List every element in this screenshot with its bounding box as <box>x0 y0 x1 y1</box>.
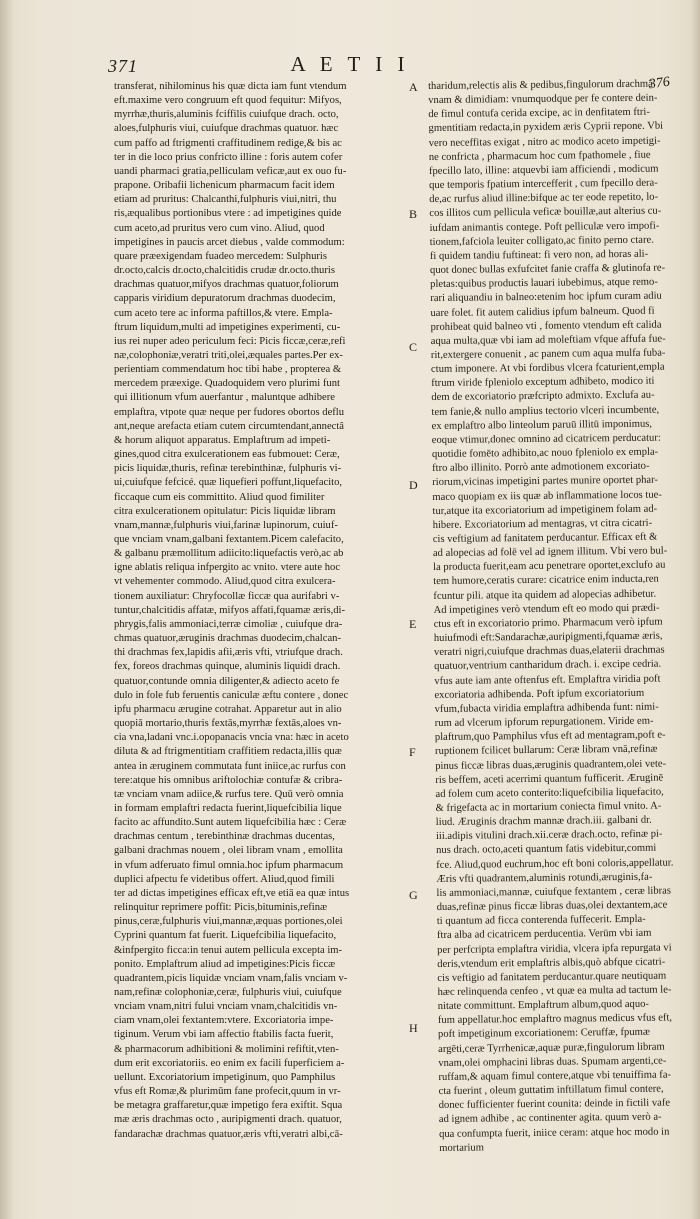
text-line: tionem auxiliatur: Chryfocollæ ficcæ qua aurifabri v- <box>114 590 340 602</box>
margin-letter-g: G <box>409 888 418 902</box>
text-line: ad ignem adhibe , ac continenter agita. quum verò a- <box>438 1112 662 1126</box>
text-line: be metagra graffaretur,quæ impetigo fera exiftit. Squa <box>114 1100 343 1112</box>
text-line: excoriatoria adhibenda. Poft ipfum excoriatorium <box>434 687 645 701</box>
text-line: nam,refinæ colophoniæ,ceræ, fulphuris viui, cuiufque <box>114 987 342 998</box>
text-line: donec fufficienter fuerint counita: deinde in fictili vafe <box>438 1097 671 1112</box>
text-line: fpecillo lato, illine: atquevbi iam afficiendi , modicum <box>428 163 659 177</box>
margin-letter-c: C <box>409 340 418 354</box>
text-line: fandarachæ drachmas quatuor,æris vfti,veratri albi,cā- <box>114 1128 343 1140</box>
margin-letter-e: E <box>409 617 417 631</box>
text-line: etiam ad pruritus: Chalcanthi,fulphuris viui,nitri, thu <box>114 194 337 206</box>
text-line: picis liquidæ,thuris, refinæ terebinthinæ, fulphuris vi- <box>114 463 342 475</box>
text-line: ex emplaftro albo linteolum paruū illitū imponimus, <box>431 418 653 432</box>
text-line: dem de excoriatorio præfcripto admixto. Exclufa au- <box>431 390 655 404</box>
text-line: que vnciam vnam,galbani fextantem.Picem calefacito, <box>114 534 344 545</box>
text-line: tionem,fafciola leuiter colligato,ac finito perno ctare. <box>429 234 654 248</box>
text-line: in formam emplaftri redacta fuerint,liquefcibilia lique <box>114 802 342 814</box>
text-line: quotidie fomēto adhibito,ac nouo fpleniolo ex empla- <box>431 446 659 461</box>
text-line: cis veftigium ad fanitatem perducantur. Efficax eft & <box>432 531 658 545</box>
text-line: de fimul contufa cerida excipe, ac in denfitatem ftri- <box>428 106 650 121</box>
text-line: mæ æris drachmas octo , auripigmenti drach. quatuor, <box>114 1114 342 1126</box>
text-line: prapone. Oribafii lichenicum pharmacum facit idem <box>114 180 335 192</box>
text-line: ad folem cum aceto conterito:liquefcibilia liquefacito, <box>435 786 664 800</box>
text-line: que temporis fpatium intercefferit , cum fpecillo dera- <box>429 177 658 192</box>
text-line: qua confumpta fuerit, iniice ceram: atque hoc modo in <box>438 1126 670 1140</box>
text-line: nitate committunt. Emplaftrum album,quod aquo- <box>437 998 649 1013</box>
text-line: rit,extergere conuenit , ac panem cum aqua mulfa fuba- <box>430 347 666 361</box>
text-line: capparis viridium depuratorum drachmas duodecim, <box>114 293 336 305</box>
text-line: & galbanu præmollitum adiicito:liquefactis verò,ac ab <box>114 548 344 560</box>
text-line: quatuor,contunde omnia diligenter,& adiecto aceto fe <box>114 675 340 687</box>
text-line: hibere. Excoriatorium ad mentagras, vt citra cicatri- <box>432 517 653 531</box>
text-line: cum paffo ad ftrigmenti craffitudinem redige,& bis ac <box>114 137 342 149</box>
text-line: argēti,ceræ Tyrrhenicæ,aquæ puræ,fingulorum libram <box>438 1041 665 1055</box>
text-line: quot donec bullas exfufcitet fanie craffa & glutinofa re- <box>429 262 666 277</box>
text-line: per perfcripta emplaftra viridia, vlcera ipfa repurgata vi <box>437 942 672 956</box>
text-line: diluta & ad ftrigmentitiam craffitiem redacta,illis quæ <box>114 746 342 758</box>
text-line: Cyprini quantum fat fuerit. Liquefcibilia liquefacito, <box>114 930 337 942</box>
text-line: vnam & dimidiam: vnumquodque per fe contere dein- <box>428 92 658 107</box>
text-line: tæ vnciam vnam adiice,& rurfus tere. Quū verò omnia <box>114 788 344 800</box>
text-line: mortarium <box>439 1142 484 1154</box>
text-line: veratri nigri,cuiufque drachmas duas,elaterii drachmas <box>433 644 665 659</box>
text-line: poft impetiginum excoriationem: Ceruffæ, fpumæ <box>437 1027 650 1041</box>
text-line: cum aceto,ad pruritus vero cum vino. Aliud, quod <box>114 222 325 234</box>
text-line: maco quopiam ex iis quæ ab inflammatione locos tue- <box>432 489 662 503</box>
text-line: vnciam vnam,nitri fului vnciam vnam,chalcitidis vn- <box>114 1001 338 1013</box>
text-line: ant,neque arefacta etiam cutem circumtendant,annectâ <box>114 420 344 432</box>
text-line: ius rei nuper adeo periculum feci: Picis ficcæ,ceræ,refi <box>114 335 346 347</box>
text-line: &infpergito ficca:in tenui autem pellicula excepta im- <box>114 944 343 956</box>
text-line: ponito. Emplaftrum aliud ad impetigines:Picis ficcæ <box>114 958 336 970</box>
text-line: ftro albo illinito. Porrò ante admotionem excoriato- <box>432 460 650 475</box>
text-line: phrygis,falis ammoniaci,terræ cimoliæ , cuiufque dra- <box>114 618 343 630</box>
text-line: uandi pharmaci gratia,pelliculam veficæ,aut ex ouo fu- <box>114 165 347 177</box>
text-line: lis ammoniaci,mannæ, cuiufque fextantem , ceræ libras <box>436 885 672 899</box>
text-line: drachmas centum , terebinthinæ drachmas ducentas, <box>114 831 335 843</box>
text-line: tuntur,chalcitidis affatæ, mifyos affati,fquamæ æris,di- <box>114 604 346 616</box>
text-line: ftrum viride fpleniolo exceptum adhibeto, modico iti <box>431 375 655 390</box>
text-line: tharidum,relectis alis & pedibus,fingulorum drachmā <box>428 78 653 92</box>
text-line: ter in die loco prius confricto illine : foris autem cofer <box>114 151 343 163</box>
text-line: riorum,vicinas impetigini partes munire oportet phar- <box>432 474 658 489</box>
text-line: vnam,mannæ,fulphuris viui,farinæ lupinorum, cuiuf- <box>114 519 338 531</box>
text-line: chmas quatuor,æruginis drachmas duodecim,chalcan- <box>114 633 341 645</box>
text-line: rari aliquandiu in balneo:etenim hoc ipfum curam adiu <box>430 290 662 305</box>
text-line: fcuntur pili. atque ita quidem ad alopecias adhibetur. <box>433 588 657 602</box>
text-line: relinquitur reprimere poffit: Picis,bituminis,refinæ <box>114 902 328 914</box>
text-line: myrrhæ,thuris,aluminis fciffilis cuiufque drach. octo, <box>114 109 339 121</box>
text-line: uare folet. fit autem calidius ipfum balneum. Quod fi <box>430 305 655 319</box>
text-line: fce. Aliud,quod euchrum,hoc eft boni coloris,appellatur. <box>436 857 674 871</box>
text-line: & horum aliquot apparatus. Emplaftrum ad impeti- <box>114 434 331 446</box>
text-line: ris,æqualibus portionibus vtere : ad impetigines quide <box>114 208 342 220</box>
text-line: cia vna,ladani vnc.i.opopanacis vncia vna: hæc in aceto <box>114 732 349 744</box>
right-page-number: 376 <box>647 74 671 93</box>
text-line: aloes,fulphuris viui, cuiufque drachmas quatuor. hæc <box>114 123 339 135</box>
text-line: emplaftra, vtpote quæ neque per fudores obortos deflu <box>114 406 345 418</box>
margin-letter-b: B <box>409 207 418 221</box>
text-line: qui illitionum vfum auerfantur , maluntque adhibere <box>114 392 335 404</box>
text-line: næ,colophoniæ,veratri triti,olei,æquales partes.Per ex- <box>114 349 343 361</box>
text-line: ciam vnam,olei fextantem:vtere. Excoriatoria impe- <box>114 1015 334 1027</box>
text-line: quopiā mortario,thuris fextās,myrrhæ fextās,aloes vn- <box>114 718 342 730</box>
text-line: la producta fuerit,eam acu penetrare oportet,exclufo au <box>433 559 666 574</box>
text-line: vfum,fubacta viridia emplaftra adhibenda funt: nimi- <box>434 701 659 715</box>
text-line: in vfum adferuato fimul omnia.hoc ipfum pharmacum <box>114 859 344 871</box>
text-line: tem fanie,& nullo amplius tectorio vlceri incumbente, <box>431 404 660 418</box>
text-line: iufdam animantis contege. Poft pelliculæ vero impofi- <box>429 220 660 234</box>
text-line: gines,quod citra exulcerationem eas fubmouet: Ceræ, <box>114 449 340 461</box>
text-line: & frigefacta ac in mortarium coniecta fimul vnito. A- <box>435 800 662 814</box>
text-line: cta fuerint , oleum guttatim inftillatum fimul contere, <box>438 1083 664 1098</box>
text-line: thi drachmas fex,lapidis afii,æris vfti, vtriufque drach. <box>114 647 343 659</box>
text-line: galbani drachmas nouem , olei libram vnam , emollita <box>114 845 343 857</box>
text-line: vnam,olei omphacini libras duas. Spumam argenti,ce- <box>438 1055 667 1069</box>
text-line: perientiam commendatum hoc tibi habe , propterea & <box>114 364 342 376</box>
text-line: tere:atque his omnibus ariftolochiæ contufæ & cribra- <box>114 774 343 786</box>
text-line: impetigines in paucis arcet diebus , valde commodum: <box>114 236 345 248</box>
text-line: fum appellatur.hoc emplaftro magnus medicus vfus eft, <box>437 1012 673 1027</box>
text-line: uellunt. Excoriatorium impetiginum, quo Pamphilus <box>114 1071 336 1083</box>
margin-letter-f: F <box>409 745 416 759</box>
text-line: hæc relinquenda cenfeo , vt quæ ea multa ad tactum le- <box>437 984 672 998</box>
text-line: de,ac rurfus aliud illine:bifque ac ter eode repetito, lo- <box>429 191 659 206</box>
text-line: tur,atque ita excoriatorium ad impetiginem folam ad- <box>432 503 658 517</box>
text-line: ipfu pharmacu ærugine cotrahat. Apparetur aut in alio <box>114 703 342 715</box>
text-line: deris,vtendum erit emplaftris albis,quò abfque cicatri- <box>437 956 666 970</box>
text-line: Æris vfti quadrantem,aluminis rotundi,æruginis,fa- <box>436 871 653 885</box>
text-line: gmentitiam redacta,in pyxidem æris Cyprii repone. Vbi <box>428 121 664 135</box>
text-line: fex, foreos drachmas quinque, aluminis liquidi drach. <box>114 661 341 673</box>
text-line: dulo in fole fub feruentis caniculæ æftu contere , donec <box>114 689 349 701</box>
text-line: ftra alba ad cicatricem perducentia. Verūm vbi iam <box>436 928 652 942</box>
text-line: fi quidem tandiu fuftineat: fi vero non, ad horas ali- <box>429 248 649 262</box>
text-line: vfus aute iam ante oftenfus eft. Emplaftra viridia poft <box>434 673 661 687</box>
text-line: dr.octo,calcis dr.octo,chalcitidis crudæ dr.octo.thuris <box>114 265 335 277</box>
running-title: A E T I I <box>290 52 410 76</box>
text-line: pinus ficcæ libras duas,æruginis quadrantem,olei vete- <box>435 758 667 772</box>
text-line: tem humore,ceratis curare: cicatrice enim inducta,ren <box>433 574 659 588</box>
text-line: iii.adipis vitulini drach.xii.ceræ drach.octo, refinæ pi- <box>435 828 663 843</box>
text-line: quare præexigendam fuadeo mercedem: Sulphuris <box>114 250 327 262</box>
text-line: ruffam,& aquam fimul contere,atque vbi tenuiffima fa- <box>438 1069 672 1083</box>
text-line: transferat, nihilominus his quæ dicta iam funt vtendum <box>114 81 347 92</box>
text-line: vfus eft Romæ,& plurimūm fane profecit,quum in vr- <box>114 1086 341 1098</box>
margin-letter-a: A <box>409 80 418 94</box>
text-line: dum erit excoriatoriis. eo enim ex facili fuperficiem a- <box>114 1057 345 1069</box>
right-text-column <box>428 74 696 1190</box>
text-line: ris beffem, aceti acerrimi quantum fufficerit. Æruginē <box>435 772 664 786</box>
text-line: Ad impetigines verò vtendum eft eo modo qui prædi- <box>433 602 660 616</box>
text-line: duas,refinæ pinus ficcæ libras duas,olei dextantem,ace <box>436 899 668 914</box>
text-line: mercedem præexige. Quadoquidem vero plurimi funt <box>114 378 340 390</box>
text-line: pletas:quibus productis lauari iubebimus, atque remo- <box>430 276 658 291</box>
text-line: vero neceffitas exigat , nitro ac modico aceto impetigi- <box>428 135 661 149</box>
text-line: igne ablatis reliqua infpergito ac vnito. vtere aute hoc <box>114 562 341 574</box>
text-line: ter ad dictas impetigines efficax eft,ve etiā ea quæ intus <box>114 887 350 899</box>
text-line: & pharmacorum adhibitioni & molimini refiftit,vten- <box>114 1043 339 1055</box>
text-line: ftrum liquidum,multi ad impetigines experimenti, cu- <box>114 321 341 333</box>
text-line: drachmas quatuor,mifyos drachmas quatuor,foliorum <box>114 279 339 291</box>
text-line: quadrantem,picis liquidæ vnciam vnam,falis vnciam v- <box>114 972 348 984</box>
text-line: pinus,ceræ,fulphuris viui,mannæ,æquas portiones,olei <box>114 916 343 928</box>
text-line: quatuor,ventrium cantharidum drach. i. excipe cedria. <box>434 658 662 673</box>
text-line: eft.maxime vero congruum eft quod fequitur: Mifyos, <box>114 95 342 107</box>
text-line: eoque vtimur,donec omnino ad cicatricem perducatur: <box>431 432 661 446</box>
text-line: ficcaque cum eis committito. Aliud quod fimiliter <box>114 491 325 503</box>
text-line: duplici afpectu fe videtibus offert. Aliud,quod fimili <box>114 873 335 885</box>
text-line: plaftrum,quo Pamphilus vfus eft ad mentagram,poft e- <box>434 729 666 744</box>
text-line: ruptionem fcilicet bullarum: Ceræ libram vnā,refinæ <box>434 743 658 758</box>
binding-shadow <box>0 0 14 1219</box>
text-line: nus drach. octo,aceti quantum fatis videbitur,commi <box>436 843 657 857</box>
text-line: ti quantum ad ficca conterenda fuffecerit. Empla- <box>436 913 646 928</box>
text-line: ne confricta , pharmacum hoc cum fpathomele , fiue <box>428 149 651 163</box>
left-text-column <box>114 80 404 1175</box>
left-page-number: 371 <box>108 56 138 76</box>
text-line: prohibeat quid balneo vti , fomento vtendum eft calida <box>430 319 662 333</box>
margin-letter-d: D <box>409 478 418 492</box>
margin-letter-h: H <box>409 1021 418 1035</box>
text-line: tiginum. Verum vbi iam affectio ftabilis facta fuerit, <box>114 1029 334 1041</box>
text-line: cos illitos cum pellicula veficæ bouillæ,aut alterius cu- <box>429 205 662 220</box>
text-line: citra exulcerationem opitulatur: Picis liquidæ libram <box>114 505 336 517</box>
text-line: liud. Æruginis drachm mannæ drach.iii. galbani dr. <box>435 814 652 829</box>
text-line: ctus eft in excoriatorio primo. Pharmacum verò ipfum <box>433 616 663 630</box>
text-line: huiufmodi eft:Sandarachæ,auripigmenti,fquamæ æris, <box>433 630 663 645</box>
text-line: rum ad vlcerum ipforum repurgationem. Viride em- <box>434 715 654 729</box>
text-line: ctum imponere. At vbi fordibus vlcera fcaturient,empla <box>430 361 665 376</box>
text-line: vt vehementer commodo. Aliud,quod citra exulcera- <box>114 576 336 588</box>
text-line: cis veftigio ad fanitatem perducantur.quare neutiquam <box>437 970 667 984</box>
text-line: cum aceto tere ac informa paftillos,& vtere. Empla- <box>114 307 333 319</box>
text-line: facito ac affundito.Sunt autem liquefcibilia hæc : Ceræ <box>114 817 347 829</box>
text-line: antea in æruginem commutata funt iniice,ac rurfus con <box>114 760 346 772</box>
text-line: ui,cuiufque fefcicé. quæ liquefieri poffunt,liquefacito, <box>114 477 343 489</box>
text-line: ad alopecias ad folē vel ad ignem illitum. Vbi vero bul- <box>432 545 668 560</box>
text-line: aqua multa,quæ vbi iam ad moleftiam vfque affufa fue- <box>430 333 666 347</box>
